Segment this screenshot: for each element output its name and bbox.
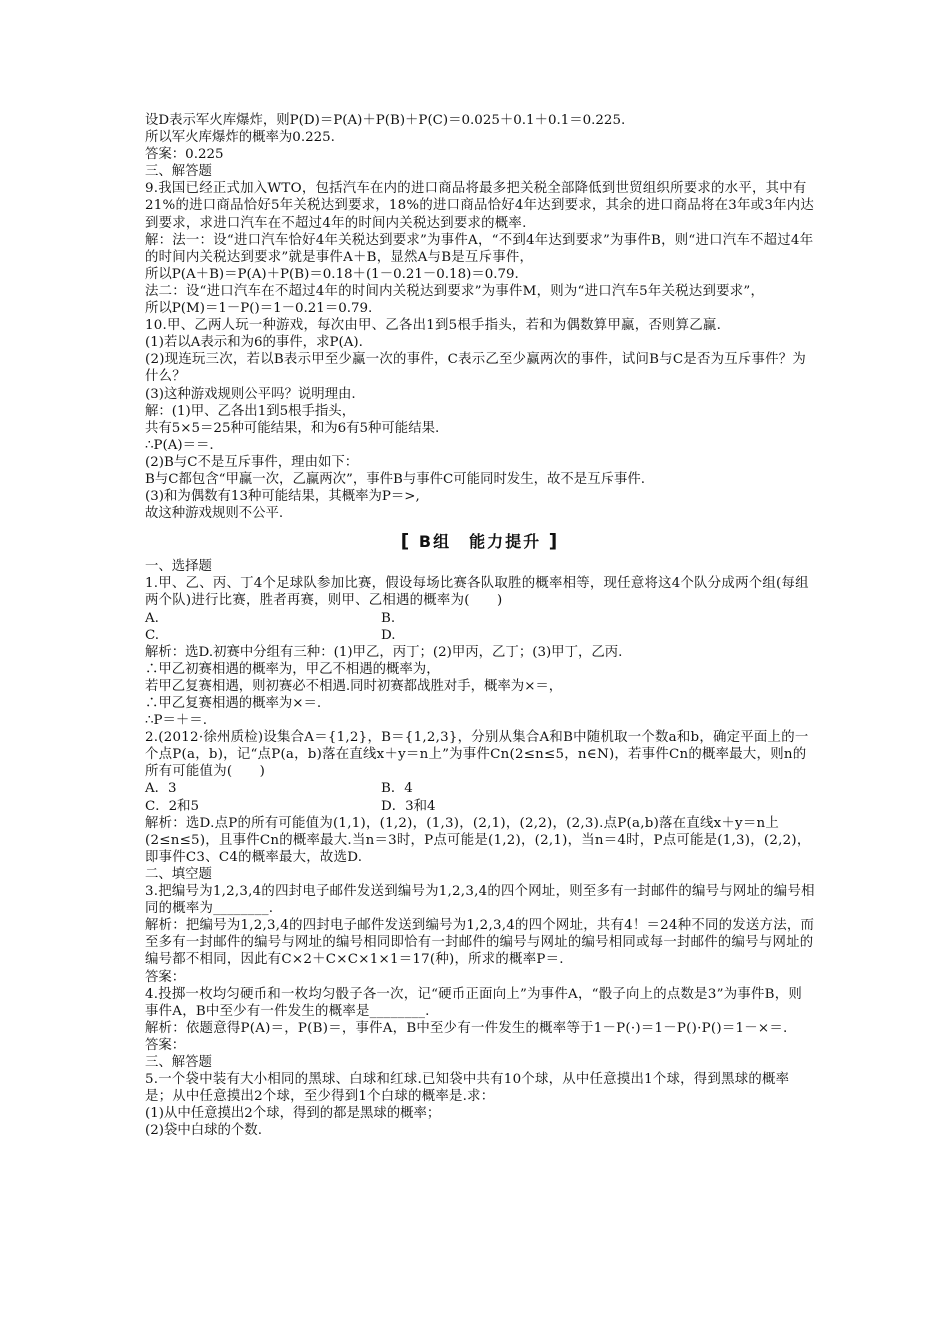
solution-1-line: ∴甲乙复赛相遇的概率为×＝. <box>145 696 322 711</box>
solution-10-line: B与C都包含“甲赢一次，乙赢两次”，事件B与事件C可能同时发生，故不是互斥事件. <box>145 471 646 487</box>
question-10-part-2: (2)现连玩三次，若以B表示甲至少赢一次的事件，C表示乙至少赢两次的事件，试问B与C是否为互斥事件？为什么？ <box>145 352 807 385</box>
question-9: 9.我国已经正式加入WTO，包括汽车在内的进口商品将最多把关税全部降低到世贸组织所要求的水平，其中有21%的进口商品恰好5年关税达到要求，18%的进口商品恰好4年达到要求，其余的进口商品将在3年或3年内达到要求，求进口汽车在不超过4年的时间内关税达到要求的概率. <box>145 181 815 231</box>
options-row <box>145 627 815 644</box>
solution-10-line: 共有5×5＝25种可能结果，和为6有5种可能结果. <box>145 420 440 436</box>
option-a: A．3 <box>145 781 177 797</box>
solution-9-method-2: 法二：设“进口汽车在不超过4年的时间内关税达到要求”为事件M，则为“进口汽车5年关税达到要求”， <box>145 283 765 299</box>
solution-10-line: ∴P(A)＝＝. <box>145 437 214 453</box>
solution-2: 解析：选D.点P的所有可能值为(1,1)，(1,2)，(1,3)，(2,1)，(2,2)，(2,3).点P(a,b)落在直线x＋y＝n上(2≤n≤5)，且事件Cn的概率最大.当n＝3时，P点可能是(1,2)，(2,1)，当n＝4时，P点可能是(1,3)，(2,2)，即事件C3、C4的概率最大，故选D. <box>145 815 811 865</box>
text-line: 所以军火库爆炸的概率为0.225. <box>145 130 335 146</box>
text-line: 设D表示军火库爆炸，则P(D)＝P(A)＋P(B)＋P(C)＝0.025＋0.1＋0.1＝0.225. <box>145 113 626 128</box>
document-page <box>145 112 815 1139</box>
options-row <box>145 610 815 627</box>
solution-9-line: 所以P(M)＝1－P()＝1－0.21＝0.79. <box>145 301 373 317</box>
option-b: B．4 <box>381 781 413 797</box>
solution-10-line: 故这种游戏规则不公平. <box>145 506 284 522</box>
option-d: D．3和4 <box>381 798 436 814</box>
option-c: C. <box>145 627 160 643</box>
option-b: B. <box>381 610 396 626</box>
question-4: 4.投掷一枚均匀硬币和一枚均匀骰子各一次，记“硬币正面向上”为事件A，“骰子向上的点数是3”为事件B，则事件A，B中至少有一件发生的概率是________. <box>145 986 802 1019</box>
solution-1-line: 解析：选D.初赛中分组有三种：(1)甲乙，丙丁；(2)甲丙，乙丁；(3)甲丁，乙丙. <box>145 644 623 660</box>
banner-right-bracket: ] <box>548 530 560 553</box>
options-row <box>145 780 815 797</box>
solution-1-line: ∴甲乙初赛相遇的概率为，甲乙不相遇的概率为， <box>145 661 440 677</box>
question-10-part-1: (1)若以A表示和为6的事件，求P(A). <box>145 335 363 351</box>
solution-9-line: 所以P(A＋B)＝P(A)＋P(B)＝0.18＋(1－0.21－0.18)＝0.79. <box>145 266 519 282</box>
section-heading: 三、解答题 <box>145 164 212 180</box>
section-heading: 一、选择题 <box>145 559 212 575</box>
solution-1-line: 若甲乙复赛相遇，则初赛必不相遇.同时初赛都战胜对手，概率为×＝， <box>145 678 563 694</box>
question-10: 10.甲、乙两人玩一种游戏，每次由甲、乙各出1到5根手指头，若和为偶数算甲赢，否则算乙赢. <box>145 318 722 334</box>
answer-line: 答案： <box>145 969 186 985</box>
question-1: 1.甲、乙、丙、丁4个足球队参加比赛，假设每场比赛各队取胜的概率相等，现任意将这4个队分成两个组(每组两个队)进行比赛，胜者再赛，则甲、乙相遇的概率为( ) <box>145 576 809 609</box>
question-5-part-1: (1)从中任意摸出2个球，得到的都是黑球的概率； <box>145 1106 441 1122</box>
solution-1-line: ∴P＝＋＝. <box>145 713 207 729</box>
banner-left-bracket: [ <box>400 530 412 553</box>
option-a: A. <box>145 610 159 626</box>
banner-title: B组 能力提升 <box>418 532 542 552</box>
section-heading: 二、填空题 <box>145 866 212 882</box>
solution-4: 解析：依题意得P(A)＝，P(B)＝，事件A，B中至少有一件发生的概率等于1－P(·)＝1－P()·P()＝1－×＝. <box>145 1020 788 1036</box>
question-3: 3.把编号为1,2,3,4的四封电子邮件发送到编号为1,2,3,4的四个网址，则至多有一封邮件的编号与网址的编号相同的概率为________. <box>145 884 815 917</box>
solution-9-method-1: 解：法一：设“进口汽车恰好4年关税达到要求”为事件A，“不到4年达到要求”为事件B，则“进口汽车不超过4年的时间内关税达到要求”就是事件A＋B，显然A与B是互斥事件， <box>145 232 814 265</box>
option-d: D. <box>381 627 396 643</box>
question-5: 5.一个袋中装有大小相同的黑球、白球和红球.已知袋中共有10个球，从中任意摸出1个球，得到黑球的概率是；从中任意摸出2个球，至少得到1个白球的概率是.求： <box>145 1072 790 1105</box>
solution-10-line: (3)和为偶数有13种可能结果，其概率为P＝>, <box>145 489 420 505</box>
answer-line: 答案： <box>145 1037 186 1053</box>
section-heading: 三、解答题 <box>145 1054 212 1070</box>
solution-10-line: 解：(1)甲、乙各出1到5根手指头， <box>145 403 356 419</box>
answer-line: 答案：0.225 <box>145 147 224 163</box>
section-banner <box>145 530 815 553</box>
options-row <box>145 798 815 815</box>
question-10-part-3: (3)这种游戏规则公平吗？说明理由. <box>145 386 356 402</box>
option-c: C．2和5 <box>145 798 200 814</box>
question-2: 2.(2012·徐州质检)设集合A＝{1,2}，B＝{1,2,3}，分别从集合A和B中随机取一个数a和b，确定平面上的一个点P(a，b)，记“点P(a，b)落在直线x＋y＝n上”为事件Cn(2≤n≤5，n∈N)，若事件Cn的概率最大，则n的所有可能值为( ) <box>145 730 809 780</box>
question-5-part-2: (2)袋中白球的个数. <box>145 1123 262 1139</box>
solution-10-line: (2)B与C不是互斥事件，理由如下： <box>145 454 359 470</box>
solution-3: 解析：把编号为1,2,3,4的四封电子邮件发送到编号为1,2,3,4的四个网址，共有4！＝24种不同的发送方法，而至多有一封邮件的编号与网址的编号相同即恰有一封邮件的编号与网址的编号相同或每一封邮件的编号与网址的编号都不相同，因此有C×2＋C×C×1×1＝17(种)，所求的概率P＝. <box>145 918 815 968</box>
